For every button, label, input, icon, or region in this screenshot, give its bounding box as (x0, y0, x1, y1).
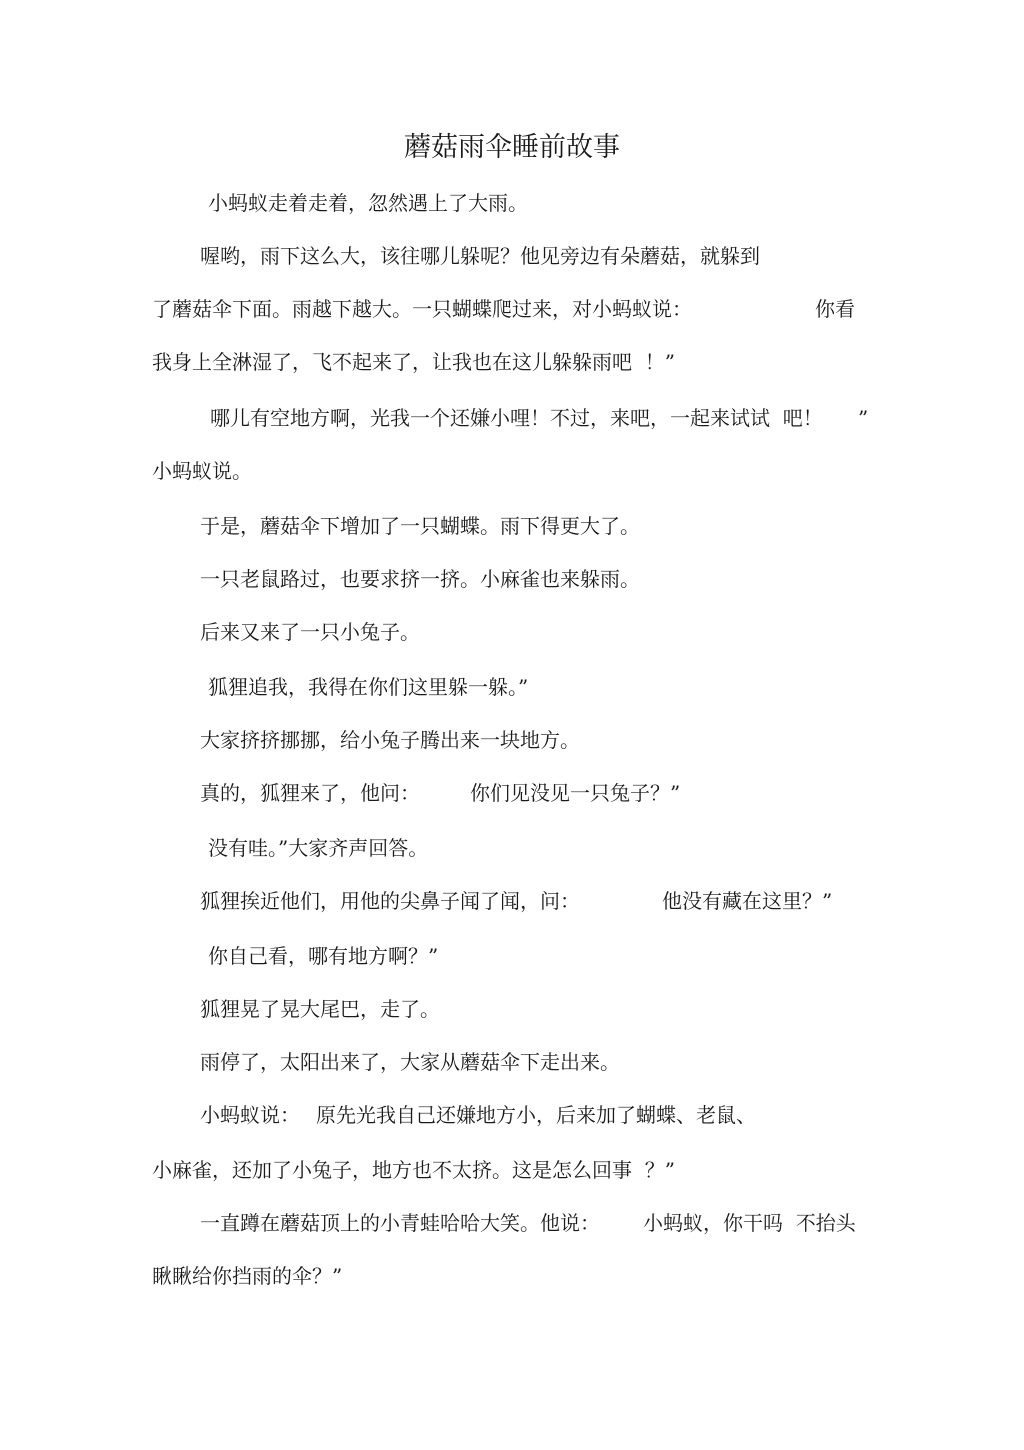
text-line: 一直蹲在蘑菇顶上的小青蛙哈哈大笑。他说： (200, 1211, 600, 1235)
text-line: 你看 (815, 297, 855, 321)
text-line: 狐狸追我，我得在你们这里躲一躲。” (208, 675, 529, 699)
text-line: 小蚂蚁说： (200, 1103, 300, 1127)
text-line: 雨停了，太阳出来了，大家从蘑菇伞下走出来。 (200, 1050, 620, 1074)
text-line: 我身上全淋湿了，飞不起来了，让我也在这儿躲躲雨吧 ！” (152, 350, 675, 374)
text-line: 小蚂蚁说。 (152, 459, 252, 483)
story-title: 蘑菇雨伞睡前故事 (404, 132, 620, 163)
text-line: 狐狸挨近他们，用他的尖鼻子闻了闻，问： (200, 889, 580, 913)
text-line: 瞅瞅给你挡雨的伞？” (152, 1264, 343, 1288)
text-line: 大家挤挤挪挪，给小兔子腾出来一块地方。 (200, 728, 580, 752)
text-line: 小蚂蚁，你干吗 不抬头 (643, 1211, 856, 1235)
text-line: 喔哟，雨下这么大，该往哪儿躲呢？他见旁边有朵蘑菇，就躲到 (200, 244, 760, 268)
text-line: 没有哇。”大家齐声回答。 (208, 836, 429, 860)
text-line: 了蘑菇伞下面。雨越下越大。一只蝴蝶爬过来，对小蚂蚁说： (152, 297, 692, 321)
text-line: 小蚂蚁走着走着，忽然遇上了大雨。 (208, 191, 528, 215)
text-line: 小麻雀，还加了小兔子，地方也不太挤。这是怎么回事 ？” (152, 1158, 675, 1182)
text-line: 你自己看，哪有地方啊？” (208, 944, 439, 968)
text-line: 他没有藏在这里？” (662, 889, 833, 913)
text-line: 一只老鼠路过，也要求挤一挤。小麻雀也来躲雨。 (200, 567, 640, 591)
text-line: 真的，狐狸来了，他问： (200, 781, 420, 805)
text-line: 你们见没见一只兔子？” (470, 781, 681, 805)
text-line: 狐狸晃了晃大尾巴，走了。 (200, 997, 440, 1021)
text-line: 原先光我自己还嫌地方小，后来加了蝴蝶、老鼠、 (316, 1103, 756, 1127)
text-line: ” (858, 406, 869, 430)
text-line: 于是，蘑菇伞下增加了一只蝴蝶。雨下得更大了。 (200, 514, 640, 538)
text-line: 后来又来了一只小兔子。 (200, 620, 420, 644)
text-line: 哪儿有空地方啊，光我一个还嫌小哩！不过，来吧，一起来试试 吧！ (210, 406, 823, 430)
